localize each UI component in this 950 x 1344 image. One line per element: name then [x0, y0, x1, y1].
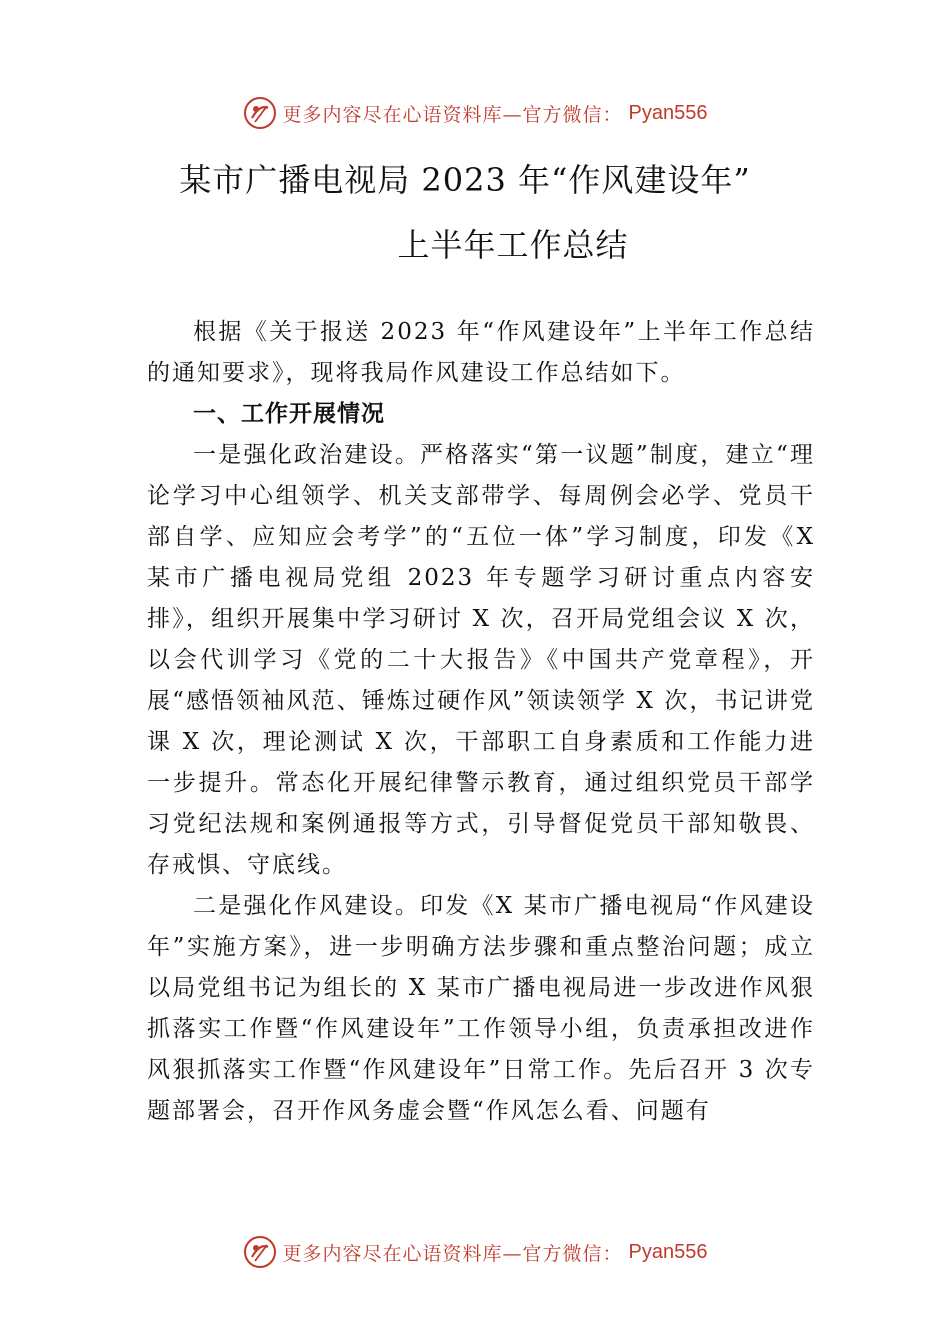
- library-logo-icon: [243, 1235, 277, 1269]
- library-logo-icon: [243, 96, 277, 130]
- watermark-wechat-id: Pyan556: [628, 1240, 708, 1263]
- paragraph-political-building: 一是强化政治建设。严格落实“第一议题”制度，建立“理论学习中心组领学、机关支部带学、每周例会必学、党员干部自学、应知应会考学”的“五位一体”学习制度，印发《X 某市广播电视局党组 2023 年专题学习研讨重点内容安排》，组织开展集中学习研讨 X 次，召开局党组会议 X 次，以会代训学习《党的二十大报告》《中国共产党章程》，开展“感悟领袖风范、锤炼过硬作风”领读领学 X 次，书记讲党课 X 次，理论测试 X 次，干部职工自身素质和工作能力进一步提升。常态化开展纪律警示教育，通过组织党员干部学习党纪法规和案例通报等方式，引导督促党员干部知敬畏、存戒惧、守底线。: [147, 442, 815, 878]
- document-title-line1: 某市广播电视局 2023 年“作风建设年”: [179, 161, 751, 199]
- document-title-line2: 上半年工作总结: [397, 226, 629, 264]
- section-heading: 一、工作开展情况: [193, 401, 385, 427]
- document-body: [147, 312, 815, 1132]
- watermark-text: 更多内容尽在心语资料库—官方微信：: [282, 103, 623, 126]
- paragraph-style-building: 二是强化作风建设。印发《X 某市广播电视局“作风建设年”实施方案》，进一步明确方法步骤和重点整治问题；成立以局党组书记为组长的 X 某市广播电视局进一步改进作风狠抓落实工作暨“作风建设年”工作领导小组，负责承担改进作风狠抓落实工作暨“作风建设年”日常工作。先后召开 3 次专题部署会，召开作风务虚会暨“作风怎么看、问题有: [147, 893, 815, 1124]
- watermark-wechat-id: Pyan556: [628, 101, 708, 124]
- watermark-text: 更多内容尽在心语资料库—官方微信：: [282, 1242, 623, 1265]
- watermark-footer: [0, 1235, 950, 1269]
- intro-paragraph: 根据《关于报送 2023 年“作风建设年”上半年工作总结的通知要求》，现将我局作风建设工作总结如下。: [147, 319, 815, 386]
- watermark-header: [0, 96, 950, 130]
